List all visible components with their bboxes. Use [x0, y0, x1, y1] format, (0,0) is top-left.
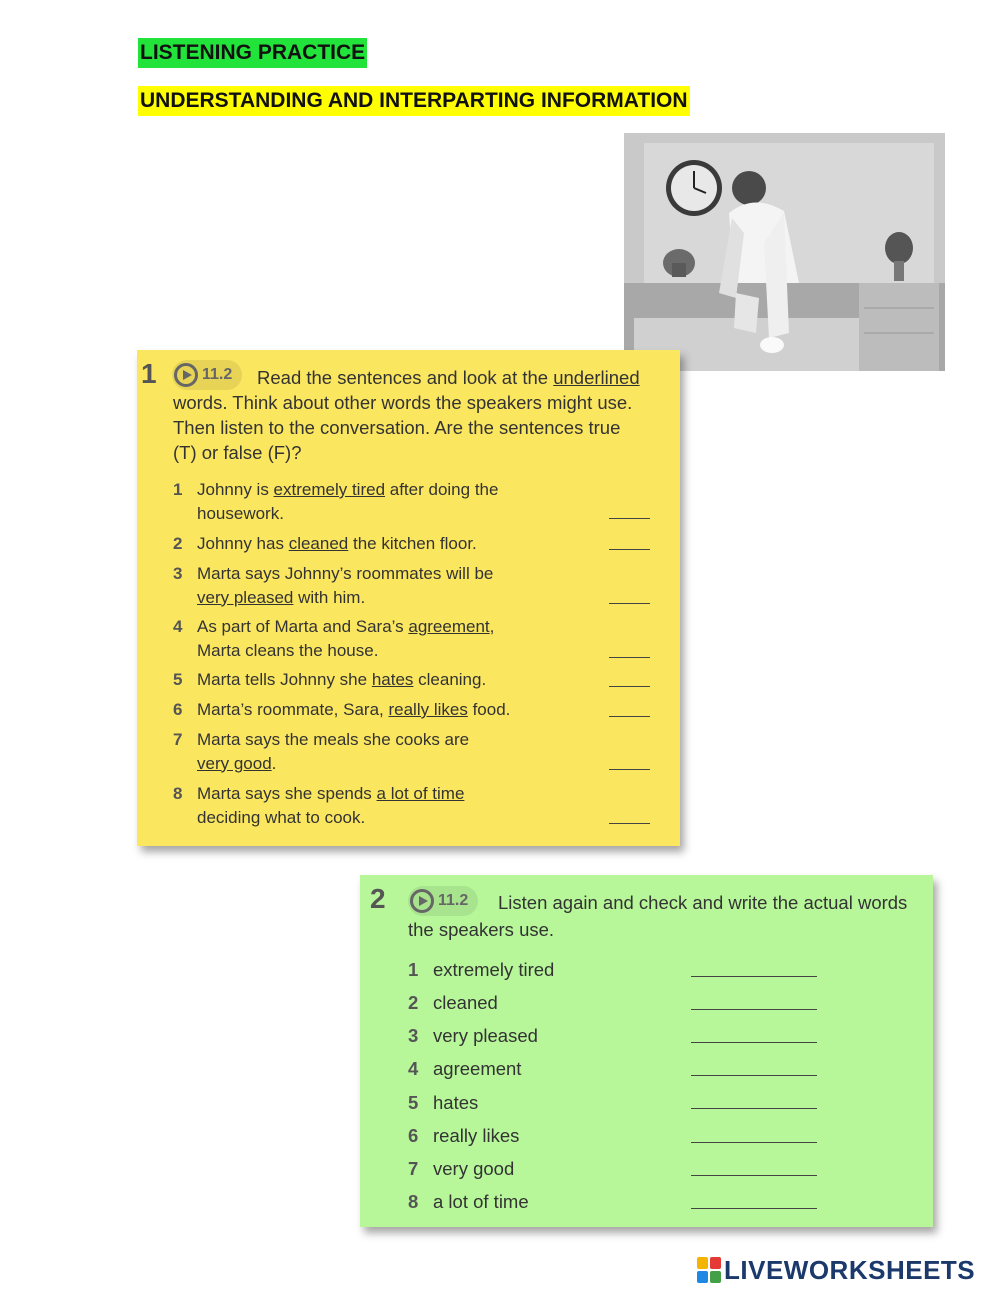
list-item [408, 1190, 529, 1214]
exercise-1-instruction [173, 365, 643, 465]
audio-track-code: 11.2 [438, 892, 469, 909]
list-item [408, 1057, 521, 1081]
list-item [173, 728, 503, 775]
audio-track-code: 11.2 [202, 366, 233, 383]
item-text: hates [433, 1092, 479, 1113]
list-item [408, 1157, 514, 1181]
answer-line[interactable] [691, 1108, 817, 1109]
liveworksheets-brand[interactable] [697, 1254, 975, 1286]
item-text: extremely tired [433, 959, 555, 980]
item-text: Marta’s roommate, Sara, really likes food. [197, 700, 511, 719]
list-item [408, 991, 498, 1015]
item-number: 2 [408, 992, 419, 1013]
exercise-2-instruction: Listen again and check and write the actual words the speakers use. [408, 892, 908, 940]
item-text: Marta says she spends a lot of time deciding what to cook. [197, 784, 465, 827]
item-text: very pleased [433, 1025, 538, 1046]
item-number: 6 [408, 1125, 419, 1146]
item-text: Marta says the meals she cooks are very good. [197, 730, 470, 773]
item-number: 1 [408, 959, 419, 980]
item-number: 3 [408, 1025, 419, 1046]
item-text: a lot of time [433, 1191, 529, 1212]
answer-line[interactable] [691, 1075, 817, 1076]
item-number: 4 [173, 617, 183, 636]
answer-line[interactable] [691, 1042, 817, 1043]
item-number: 5 [173, 670, 183, 689]
answer-blank[interactable] [609, 518, 650, 519]
list-item [408, 1124, 519, 1148]
list-item [173, 668, 573, 692]
item-text: Marta says Johnny’s roommates will be very pleased with him. [197, 564, 494, 607]
item-number: 7 [408, 1158, 419, 1179]
item-number: 6 [173, 700, 183, 719]
item-number: 2 [173, 534, 183, 553]
list-item [408, 958, 554, 982]
man-cleaning-photo [624, 133, 945, 371]
item-number: 3 [173, 564, 183, 583]
answer-line[interactable] [691, 1208, 817, 1209]
list-item [173, 562, 513, 609]
instruction-text: words. Think about other words the speakers might use. Then listen to the conversation. Are the sentences true (T) or false (F)? [173, 392, 633, 463]
brand-name: LIVEWORKSHEETS [724, 1254, 976, 1285]
instruction-underlined: underlined [553, 367, 640, 388]
item-number: 4 [408, 1058, 419, 1079]
item-text: agreement [433, 1058, 522, 1079]
list-item [408, 1091, 478, 1115]
page-title: LISTENING PRACTICE [138, 38, 367, 68]
item-text: really likes [433, 1125, 520, 1146]
answer-blank[interactable] [609, 716, 650, 717]
answer-blank[interactable] [609, 686, 650, 687]
list-item [173, 782, 503, 829]
exercise-2-panel [360, 875, 933, 1227]
item-number: 1 [173, 480, 183, 499]
item-text: Marta tells Johnny she hates cleaning. [197, 670, 487, 689]
answer-line[interactable] [691, 1175, 817, 1176]
answer-blank[interactable] [609, 823, 650, 824]
list-item [173, 698, 573, 722]
answer-blank[interactable] [609, 549, 650, 550]
answer-line[interactable] [691, 1009, 817, 1010]
item-text: very good [433, 1158, 515, 1179]
item-number: 5 [408, 1092, 419, 1113]
page-subtitle: UNDERSTANDING AND INTERPARTING INFORMATION [138, 86, 690, 116]
item-text: As part of Marta and Sara’s agreement, Marta cleans the house. [197, 617, 495, 660]
item-text: cleaned [433, 992, 498, 1013]
exercise-number: 2 [370, 883, 386, 914]
list-item [173, 615, 513, 662]
item-number: 8 [173, 784, 183, 803]
item-number: 8 [408, 1191, 419, 1212]
answer-blank[interactable] [609, 657, 650, 658]
list-item [173, 532, 573, 556]
exercise-number: 1 [141, 358, 157, 389]
item-text: Johnny is extremely tired after doing the housework. [197, 480, 499, 523]
item-text: Johnny has cleaned the kitchen floor. [197, 534, 477, 553]
answer-blank[interactable] [609, 769, 650, 770]
item-number: 7 [173, 730, 183, 749]
list-item [408, 1024, 538, 1048]
answer-line[interactable] [691, 976, 817, 977]
liveworksheets-logo-icon [697, 1257, 721, 1283]
list-item [173, 478, 513, 525]
instruction-text: Read the sentences and look at the [257, 367, 554, 388]
answer-blank[interactable] [609, 603, 650, 604]
exercise-1-panel [137, 350, 680, 846]
answer-line[interactable] [691, 1142, 817, 1143]
